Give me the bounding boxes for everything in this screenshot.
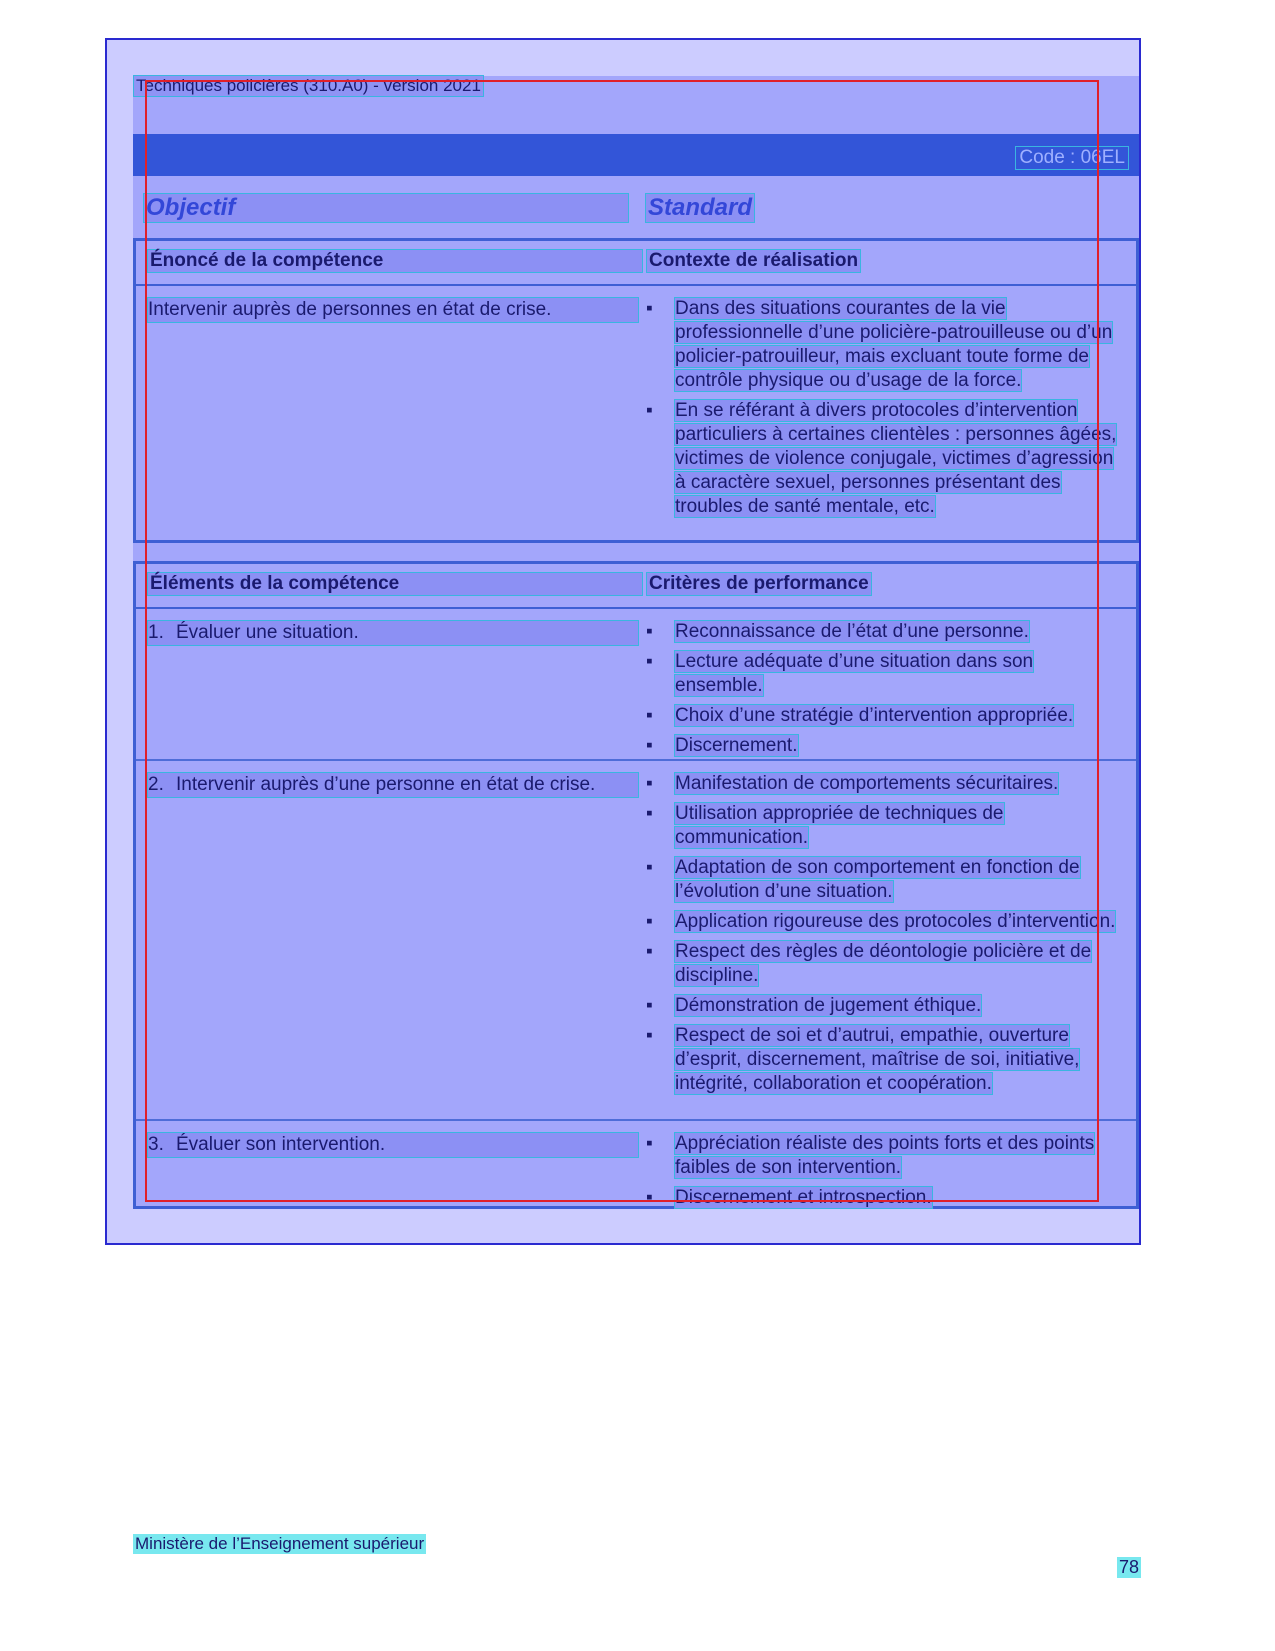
list-item: ▪ Lecture adéquate d’une situation dans son ensemble. <box>646 650 1126 698</box>
statement-header: Énoncé de la compétence <box>147 249 643 273</box>
table-row <box>136 609 1136 761</box>
list-item: ▪ Discernement. <box>646 734 1126 758</box>
element-number: 1. <box>148 622 164 643</box>
code-bar <box>133 134 1139 176</box>
table-row <box>136 286 1136 536</box>
context-cell <box>646 297 1126 525</box>
element-label: Intervenir auprès d’une personne en état de crise. <box>176 774 596 795</box>
page-number: 78 <box>1119 1557 1140 1577</box>
competency-code: Code : 06EL <box>1015 146 1129 170</box>
element-cell <box>147 772 637 798</box>
competency-statement-table <box>133 238 1139 543</box>
list-item: ▪ Respect de soi et d’autrui, empathie, ouverture d’esprit, discernement, maîtrise de soi, initiative, intégrité, collaboration et coopération. <box>646 1024 1126 1096</box>
criteria-cell <box>646 620 1126 764</box>
criteria-cell <box>646 1132 1126 1216</box>
list-item: ▪ Manifestation de comportements sécuritaires. <box>646 772 1126 796</box>
element-cell <box>147 620 637 646</box>
table-header-row <box>136 564 1136 609</box>
statement-cell <box>147 297 637 323</box>
list-item: ▪ Respect des règles de déontologie policière et de discipline. <box>646 940 1126 988</box>
element-number: 3. <box>148 1134 164 1155</box>
criteria-header: Critères de performance <box>646 572 872 596</box>
elements-header: Éléments de la compétence <box>147 572 643 596</box>
context-header: Contexte de réalisation <box>646 249 861 273</box>
list-item: ▪ Adaptation de son comportement en fonction de l’évolution d’une situation. <box>646 856 1126 904</box>
list-item: ▪ Choix d’une stratégie d’intervention appropriée. <box>646 704 1126 728</box>
element-label: Évaluer son intervention. <box>176 1134 386 1155</box>
element-label: Évaluer une situation. <box>176 622 359 643</box>
table-row <box>136 761 1136 1121</box>
list-item: ▪ Discernement et introspection. <box>646 1186 1126 1210</box>
competency-elements-table <box>133 561 1139 1209</box>
ministry-footer: Ministère de l’Enseignement supérieur <box>135 1534 425 1553</box>
list-item: ▪ Application rigoureuse des protocoles d’intervention. <box>646 910 1126 934</box>
competency-statement: Intervenir auprès de personnes en état de crise. <box>147 297 639 323</box>
table-row <box>136 1121 1136 1211</box>
list-item: ▪ Démonstration de jugement éthique. <box>646 994 1126 1018</box>
list-item: ▪ Reconnaissance de l’état d’une personne. <box>646 620 1126 644</box>
element-cell <box>147 1132 637 1158</box>
criteria-cell <box>646 772 1126 1102</box>
list-item: ▪ Appréciation réaliste des points forts et des points faibles de son intervention. <box>646 1132 1126 1180</box>
element-number: 2. <box>148 774 164 795</box>
standard-title: Standard <box>645 193 755 223</box>
list-item: ▪ Utilisation appropriée de techniques de communication. <box>646 802 1126 850</box>
list-item: ▪ Dans des situations courantes de la vie professionnelle d’une policière-patrouilleuse ou d’un policier-patrouilleur, mais excluant toute forme de contrôle physique ou d’usage de la force. <box>646 297 1126 393</box>
table-header-row <box>136 241 1136 286</box>
objective-title: Objectif <box>143 193 629 223</box>
program-header: Techniques policières (310.A0) - version 2021 <box>133 75 484 97</box>
list-item: ▪ En se référant à divers protocoles d’intervention particuliers à certaines clientèles : personnes âgées, victimes de violence conjugale, victimes d’agression à caractère sexuel, personnes présentant des troubles de santé mentale, etc. <box>646 399 1126 519</box>
